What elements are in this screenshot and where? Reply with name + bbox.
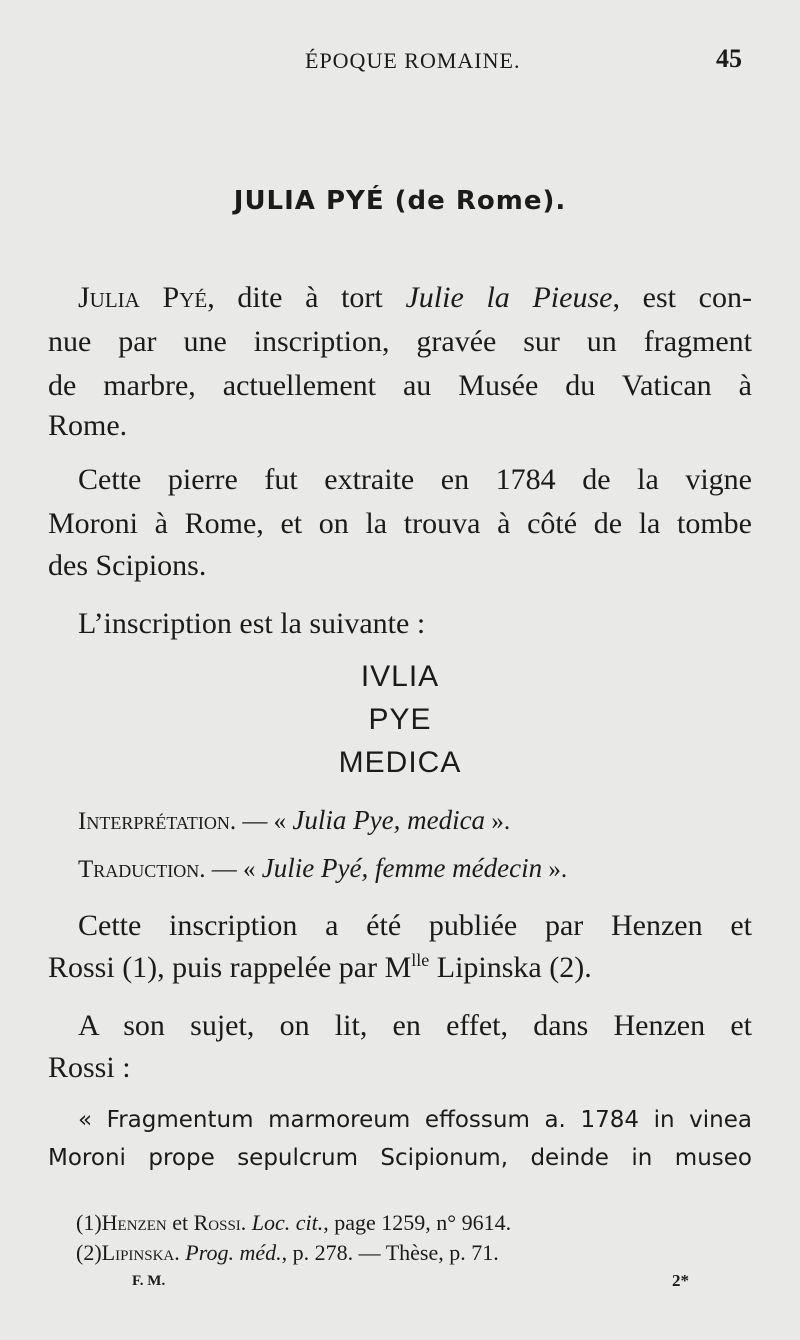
para2-line1: Cette pierre fut extraite en 1784 de la vigne	[78, 463, 752, 496]
para1-line1: Julia Pyé, dite à tort Julie la Pieuse, est con-	[78, 281, 752, 314]
traduction-line: Traduction. — « Julie Pyé, femme médecin ».	[78, 853, 568, 883]
inscription-line3: MEDICA	[338, 746, 462, 779]
para4-line1: Cette inscription a été publiée par Henzen et	[78, 909, 752, 942]
para5-line2: Rossi :	[48, 1051, 131, 1084]
para2-line3: des Scipions.	[48, 549, 207, 582]
page-number: 45	[716, 44, 742, 73]
signature-number: 2*	[672, 1271, 689, 1290]
signature-mark: F. M.	[132, 1273, 166, 1289]
para1-line3: de marbre, actuellement au Musée du Vatican à	[48, 369, 752, 402]
footnote-1: (1)Henzen et Rossi. Loc. cit., page 1259, n° 9614.	[76, 1210, 512, 1235]
running-header: ÉPOQUE ROMAINE.	[305, 48, 521, 73]
para2-line2: Moroni à Rome, et on la trouva à côté de la tombe	[48, 507, 752, 540]
quote-line2: Moroni prope sepulcrum Scipionum, deinde in museo	[48, 1145, 752, 1171]
section-title: JULIA PYÉ (de Rome).	[233, 186, 567, 216]
footnote-2: (2)Lipinska. Prog. méd., p. 278. — Thèse, p. 71.	[76, 1240, 499, 1265]
para5-line1: A son sujet, on lit, en effet, dans Henzen et	[78, 1009, 752, 1042]
para1-line4: Rome.	[48, 409, 128, 442]
para4-line2: Rossi (1), puis rappelée par $M^{lle}$ Lipinska (2).	[48, 950, 592, 984]
inscription-line1: IVLIA	[360, 660, 440, 693]
para3-line: L’inscription est la suivante :	[78, 607, 426, 640]
inscription-line2: PYE	[368, 703, 432, 736]
para1-line2: nue par une inscription, gravée sur un fragment	[48, 325, 752, 358]
quote-line1: « Fragmentum marmoreum effossum a. 1784 in vinea	[78, 1107, 752, 1133]
interpretation-line: Interprétation. — « Julia Pye, medica ».	[78, 805, 511, 835]
